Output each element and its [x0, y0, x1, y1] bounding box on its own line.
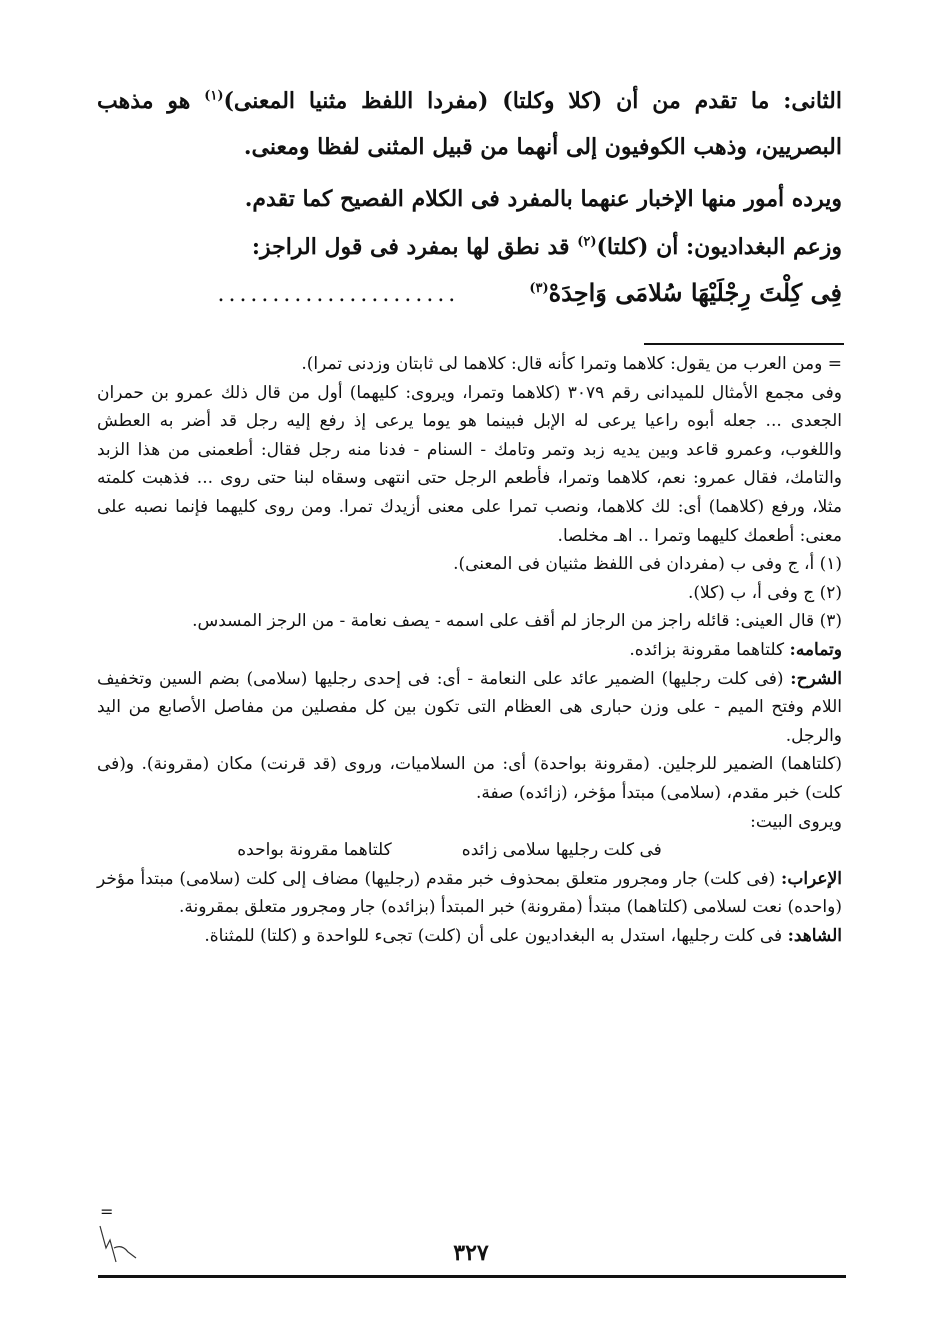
page-number: ٣٢٧ [453, 1240, 489, 1266]
footnote-1: (١) أ، ج وفى ب (مفردان فى اللفظ مثنيان فى المعنى). [453, 554, 842, 575]
footnote-continuation-1: = ومن العرب من يقول: كلاهما وتمرا كأنه قال: كلاهما لى ثابتان وزدنى تمرا). [301, 354, 842, 374]
variant-verse [97, 836, 842, 865]
poem-verse [97, 278, 842, 328]
label-second: الثانى: [783, 88, 842, 114]
continuation-mark: = [100, 1202, 114, 1221]
paragraph-1: الثانى: ما تقدم من أن (كلا وكلتا) (مفردا اللفظ مثنيا المعنى)$^{(١)}$ هو مذهب البصريين، وذهب الكوفيون إلى أنهما من قبيل المثنى لفظا ومعنى. [97, 88, 842, 160]
footnote-sharh: الشرح: (فى كلت رجليها) الضمير عائد على النعامة - أى: فى إحدى رجليها (سلامى) بضم السين وتخفيف اللام وفتح الميم - على وزن حبارى هى العظام التى تكون بين كل مفصلين من مفاصل الأصابع من اليد والرجل. [97, 668, 842, 746]
variant-verse-second: كلتاهما مقرونة بواحده [237, 840, 392, 861]
verse-dots: ...................... [217, 282, 460, 307]
main-text [97, 78, 842, 328]
variant-verse-first: فى كلت رجليها سلامى زائده [461, 840, 662, 861]
footnote-ref-1: (١) [204, 88, 224, 104]
footnote-sharh-2: (كلتاهما) الضمير للرجلين. (مقرونة بواحدة) أى: من السلاميات، وروى (قد قرنت) مكان (مقرونة). و(فى كلت) خبر مقدم، (سلامى) مبتدأ مؤخر، (زائده) صفة. [97, 754, 842, 803]
paragraph-3: وزعم البغداديون: أن (كلتا)$^{(٢)}$ قد نطق لها بمفرد فى قول الراجز: [251, 234, 842, 260]
footnotes [97, 350, 842, 950]
footnote-3: (٣) قال العينى: قائله راجز من الرجاز لم أقف على اسمه - يصف نعامة - من الرجز المسدس. [192, 611, 842, 632]
bottom-rule [98, 1275, 846, 1278]
footnote-yurwa: ويروى البيت: [750, 811, 842, 832]
footnote-2: (٢) ج وفى أ، ب (كلا). [687, 582, 842, 603]
verse-text: فِى كِلْتَ رِجْلَيْهَا سُلامَى وَاحِدَهْ [548, 278, 842, 307]
paragraph-2: ويرده أمور منها الإخبار عنهما بالمفرد فى الكلام الفصيح كما تقدم. [244, 186, 842, 212]
footnote-continuation-2: وفى مجمع الأمثال للميدانى رقم ٣٠٧٩ (كلاهما وتمرا، ويروى: كليهما) أول من قال ذلك عمرو بن حمران الجعدى ... جعله أبوه راعيا يرعى له الإبل فبينما هو يوما يرعى إذ رفع إليه رجل قد أضر به العطش واللغوب، وعمرو قاعد وبين يديه زبد وتمر وتامك - السنام - فدنا منه رجل فقال: أطعمنى من هذا الزبد والتامك، فقال عمرو: نعم، كلاهما وتمرا، فأطعم الرجل حتى انتهى وسقاه لبنا حتى روى ... فذهبت كلمته مثلا، ورفع (كلاهما) أى: لك كلاهما، ونصب تمرا على معنى أزيدك تمرا. ومن روى كليهما فإنما نصبه على معنى: أطعمك كليهما وتمرا .. اهـ مخلصا. [97, 382, 842, 546]
footnote-irab: الإعراب: (فى كلت) جار ومجرور متعلق بمحذوف خبر مقدم (رجليها) مضاف إلى كلت (سلامى) مبتدأ مؤخر (واحده) نعت لسلامى (كلتاهما) مبتدأ (مقرونة) خبر المبتدأ (بزائده) جار ومجرور متعلق بمقرونة. [97, 868, 842, 918]
footnote-ref-3: (٣) [529, 281, 549, 296]
footnote-shahid: الشاهد: فى كلت رجليها، استدل به البغداديون على أن (كلت) تجىء للواحدة و (كلتا) للمثناة. [204, 925, 842, 946]
footnote-separator [644, 343, 844, 345]
footnote-tamam: وتمامه: كلتاهما مقرونة بزائده. [629, 639, 842, 660]
footnote-ref-2: (٢) [577, 234, 597, 250]
